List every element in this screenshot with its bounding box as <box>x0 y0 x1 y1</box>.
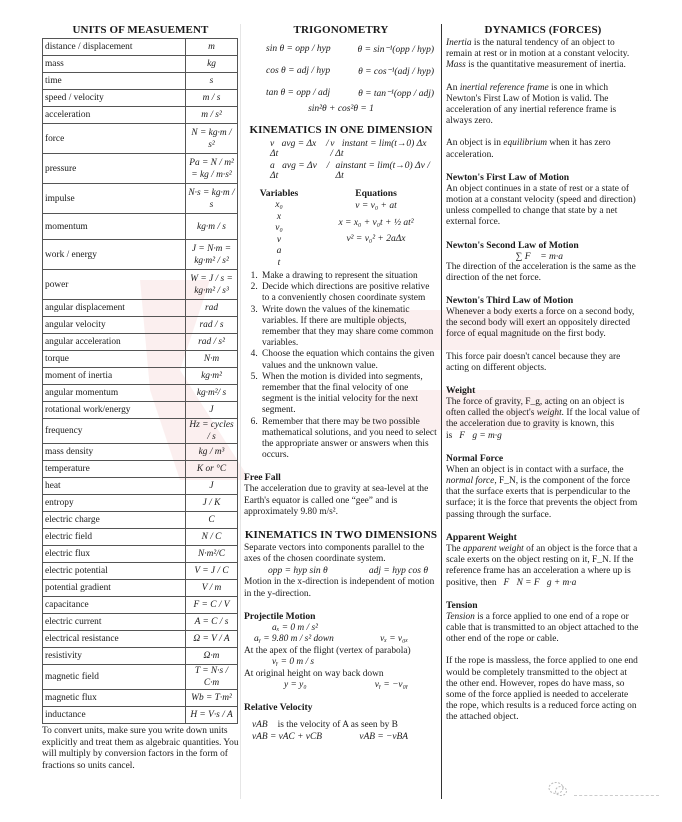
quantity-cell: power <box>43 270 186 300</box>
quantity-cell: electric flux <box>43 546 186 563</box>
irf-paragraph <box>446 83 640 128</box>
quantity-cell: force <box>43 124 186 154</box>
unit-cell: J = N·m = kg·m² / s² <box>186 240 238 270</box>
variable-item: x₀ <box>275 200 283 210</box>
projectile-title: Projectile Motion <box>244 610 316 622</box>
relative-eq-row <box>244 732 438 744</box>
units-row <box>43 461 238 478</box>
y-formula: y = y₀ <box>284 679 307 690</box>
unit-cell: rad / s² <box>186 334 238 351</box>
unit-cell: N·m²/C <box>186 546 238 563</box>
units-row <box>43 385 238 402</box>
trig-row <box>244 38 438 60</box>
weight-paragraph <box>446 397 640 442</box>
quantity-cell: magnetic field <box>43 665 186 690</box>
tension-text: is a force applied to one end of a rope or cable that is transmitted to an object attached to the other end of the rope or cable. <box>446 611 639 645</box>
unit-cell: T = N·s / C·m <box>186 665 238 690</box>
variable-item: t <box>277 257 281 268</box>
units-row <box>43 351 238 368</box>
quantity-cell: potential gradient <box>43 580 186 597</box>
ax-formula: aₓ = 0 m / s² <box>272 622 318 633</box>
unit-cell: Pa = N / m² = kg / m·s² <box>186 154 238 184</box>
nf-term: normal force <box>446 476 495 487</box>
apparent-weight-paragraph <box>446 544 640 589</box>
quantity-cell: heat <box>43 478 186 495</box>
quantity-cell: momentum <box>43 214 186 240</box>
force-pair-text: This force pair doesn't cancel because they are acting on different objects. <box>446 351 621 373</box>
instant-acceleration-formula: ainstant = lim(t→0) Δv / Δt <box>335 161 430 181</box>
units-row <box>43 444 238 461</box>
normal-force-title: Normal Force <box>446 452 504 464</box>
mass-text: is the quantitative measurement of inertia. <box>465 60 626 71</box>
units-row <box>43 90 238 107</box>
irf-pre: An <box>446 82 460 93</box>
units-row <box>43 368 238 385</box>
dyn-title: DYNAMICS (FORCES) <box>484 24 602 36</box>
units-row <box>43 56 238 73</box>
units-row <box>43 317 238 334</box>
adj-formula: adj = hyp cos θ <box>368 566 428 577</box>
unit-cell: N·m <box>186 351 238 368</box>
unit-cell: C <box>186 512 238 529</box>
unit-cell: J <box>186 478 238 495</box>
relative-velocity-title: Relative Velocity <box>244 702 313 714</box>
weight-text2: If the local value of the acceleration due to gravity is known, this is <box>446 408 640 441</box>
unit-cell: s <box>186 73 238 90</box>
tension-term: Tension <box>446 611 475 622</box>
units-row <box>43 334 238 351</box>
quantity-cell: frequency <box>43 419 186 444</box>
quantity-cell: angular displacement <box>43 300 186 317</box>
units-row <box>43 478 238 495</box>
kin1-def-row <box>244 160 438 182</box>
vab-symbol: vAB <box>252 720 268 731</box>
aw-text2: of an object is the force that a scale exerts on the object resting on it, F_N. If the reference frame has an acceleration a where up is positive, then <box>446 543 638 588</box>
watermark-logo <box>548 781 659 797</box>
quantity-cell: torque <box>43 351 186 368</box>
weight-title: Weight <box>446 385 476 397</box>
kin1-def-row <box>244 138 438 160</box>
aw-term: apparent weight <box>462 543 524 554</box>
quantity-cell: speed / velocity <box>43 90 186 107</box>
inertia-paragraph <box>446 38 640 72</box>
unit-cell: Wb = T·m² <box>186 690 238 707</box>
arccos-formula: θ = cos⁻¹(adj / hyp) <box>358 66 434 77</box>
relative-sum-formula: vAB = vAC + vCB <box>252 732 322 743</box>
kin2-indep: Motion in the x-direction is independent of motion in the y-direction. <box>244 577 435 599</box>
kinematics-column <box>244 24 438 744</box>
n2-text: The direction of the acceleration is the same as the direction of the net force. <box>446 261 636 283</box>
quantity-cell: work / energy <box>43 240 186 270</box>
quantity-cell: mass density <box>43 444 186 461</box>
units-table <box>42 38 238 724</box>
arctan-formula: θ = tan⁻¹(opp / adj) <box>358 88 434 99</box>
mass-term: Mass <box>446 60 466 71</box>
aw-formula: F⃗N = F⃗g + m·a⃗ <box>503 577 584 588</box>
column-divider-light <box>240 24 241 799</box>
unit-cell: W = J / s = kg·m² / s³ <box>186 270 238 300</box>
units-row <box>43 529 238 546</box>
units-row <box>43 631 238 648</box>
unit-cell: V / m <box>186 580 238 597</box>
unit-cell: F = C / V <box>186 597 238 614</box>
step-item: 5. When the motion is divided into segments, remember that the final velocity of one segment is the initial velocity for the next segment. <box>260 372 438 417</box>
unit-cell: rad / s <box>186 317 238 334</box>
variable-item: x <box>276 211 282 222</box>
instant-velocity-formula: v⃗instant = lim(t→0) Δx⃗ / Δt <box>330 139 434 159</box>
units-row <box>43 665 238 690</box>
units-row <box>43 184 238 214</box>
units-row <box>43 512 238 529</box>
units-row <box>43 73 238 90</box>
step-item: 3. Write down the values of the kinematic variables. If there are multiple objects, remember that they may share come common variables. <box>260 305 438 350</box>
variables-label: Variables <box>259 188 299 199</box>
eq-text: when it has zero acceleration. <box>446 138 611 160</box>
units-row <box>43 563 238 580</box>
quantity-cell: capacitance <box>43 597 186 614</box>
quantity-cell: electric potential <box>43 563 186 580</box>
equation-item: v² = v₀² + 2aΔx <box>346 234 406 244</box>
units-row <box>43 39 238 56</box>
avg-velocity-formula: v⃗avg = Δx⃗ / Δt <box>270 139 329 159</box>
quantity-cell: angular momentum <box>43 385 186 402</box>
units-row <box>43 690 238 707</box>
units-row <box>43 154 238 184</box>
equations-label: Equations <box>355 188 397 199</box>
tension-title: Tension <box>446 599 478 611</box>
unit-cell: kg / m³ <box>186 444 238 461</box>
units-row <box>43 240 238 270</box>
avg-acceleration-formula: a⃗avg = Δv⃗ / Δt <box>270 161 330 181</box>
trig-row <box>244 82 438 104</box>
step-item: 1. Make a drawing to represent the situation <box>260 271 438 282</box>
units-column <box>42 24 239 772</box>
n1-title: Newton's First Law of Motion <box>446 171 570 183</box>
relative-def <box>244 714 438 732</box>
vx-formula: vₓ = v₀ₓ <box>380 634 408 645</box>
unit-cell: m / s <box>186 90 238 107</box>
units-row <box>43 419 238 444</box>
step-item: 6. Remember that there may be two possible mathematical solutions, and you need to select the appropriate answer or answers when this occurs. <box>260 417 438 462</box>
units-row <box>43 214 238 240</box>
units-row <box>43 614 238 631</box>
irf-text: is one in which Newton's First Law of Motion is valid. The acceleration of any inertial reference frame is always zero. <box>446 82 617 127</box>
quantity-cell: electrical resistance <box>43 631 186 648</box>
units-row <box>43 107 238 124</box>
quantity-cell: electric field <box>43 529 186 546</box>
unit-cell: kg·m / s <box>186 214 238 240</box>
variable-item: v₀ <box>275 223 283 233</box>
variables-equations <box>244 188 438 269</box>
n3-title: Newton's Third Law of Motion <box>446 295 574 307</box>
quantity-cell: magnetic flux <box>43 690 186 707</box>
irf-term: inertial reference frame <box>459 82 549 93</box>
units-row <box>43 546 238 563</box>
quantity-cell: temperature <box>43 461 186 478</box>
unit-cell: rad <box>186 300 238 317</box>
trig-row <box>244 60 438 82</box>
quantity-cell: electric current <box>43 614 186 631</box>
units-row <box>43 124 238 154</box>
eq-term: equilibrium <box>503 138 548 149</box>
sin-formula: sin θ = opp / hyp <box>266 44 331 54</box>
orig-height-text: At original height on way back down <box>244 668 384 679</box>
unit-cell: Ω·m <box>186 648 238 665</box>
quantity-cell: time <box>43 73 186 90</box>
opp-formula: opp = hyp sin θ <box>268 566 328 577</box>
weight-text1: The force of gravity, F_g, acting on an object is often called the object's <box>446 397 625 419</box>
weight-term: weight. <box>536 408 565 419</box>
unit-cell: K or °C <box>186 461 238 478</box>
trig-title: TRIGONOMETRY <box>293 24 389 36</box>
quantity-cell: acceleration <box>43 107 186 124</box>
problem-steps <box>244 271 438 461</box>
arcsin-formula: θ = sin⁻¹(opp / hyp) <box>357 44 434 55</box>
tension-paragraph <box>446 612 640 646</box>
quantity-cell: pressure <box>43 154 186 184</box>
step-item: 2. Decide which directions are positive relative to a conveniently chosen coordinate system <box>260 282 438 304</box>
components-row <box>244 565 438 577</box>
freefall-text: The acceleration due to gravity at sea-level at the Earth's equator is called one “gee” and is approximately 9.80 m/s². <box>244 484 429 517</box>
equation-item: x = x₀ + v₀t + ½ at² <box>338 218 414 228</box>
apex-text: At the apex of the flight (vertex of parabola) <box>244 645 411 656</box>
freefall-title: Free Fall <box>244 472 281 484</box>
units-title: UNITS OF MEASUEMENT <box>72 24 209 36</box>
units-row <box>43 495 238 512</box>
rope-paragraph: If the rope is massless, the force applied to one end would be completely transmitted to the object at the other end. However, ropes do have mass, so some of the force applied is needed to accelerate the rope, which results is a reduced force acting on the attached object. <box>446 656 638 723</box>
quantity-cell: moment of inertia <box>43 368 186 385</box>
unit-cell: Ω = V / A <box>186 631 238 648</box>
tan-formula: tan θ = opp / adj <box>266 88 331 98</box>
vy-formula: vᵧ = −v₀ᵧ <box>374 679 408 690</box>
equation-item: v = v₀ + at <box>355 201 397 211</box>
ay-formula: aᵧ = 9.80 m / s² down <box>254 634 334 645</box>
inertia-text: is the natural tendency of an object to remain at rest or in motion at a constant velocity. <box>446 38 630 60</box>
unit-cell: A = C / s <box>186 614 238 631</box>
unit-cell: N = kg·m / s² <box>186 124 238 154</box>
units-row <box>43 270 238 300</box>
quantity-cell: rotational work/energy <box>43 402 186 419</box>
unit-cell: J <box>186 402 238 419</box>
units-row <box>43 402 238 419</box>
vab-definition: is the velocity of A as seen by B <box>277 720 398 731</box>
units-row <box>43 707 238 724</box>
unit-cell: m / s² <box>186 107 238 124</box>
unit-cell: kg <box>186 56 238 73</box>
unit-cell: m <box>186 39 238 56</box>
quantity-cell: impulse <box>43 184 186 214</box>
units-row <box>43 648 238 665</box>
nf-text2: , F_N, is the component of the force that the surface exerts that is perpendicular to the surface; it is the force that prevents the object from passing through the surface. <box>446 476 638 520</box>
n3-text: Whenever a body exerts a force on a second body, the second body will exert an oppositely directed force of equal magnitude on the first body. <box>446 307 635 340</box>
variable-item: v <box>276 234 282 245</box>
quantity-cell: resistivity <box>43 648 186 665</box>
cos-formula: cos θ = adj / hyp <box>266 66 331 76</box>
aw-text1: The <box>446 543 463 554</box>
relative-neg-formula: vAB = −vBA <box>359 732 408 743</box>
variable-item: a <box>276 246 282 256</box>
orig-row <box>244 680 438 692</box>
vy-zero-formula: vᵧ = 0 m / s <box>272 657 315 668</box>
unit-cell: kg·m²/ s <box>186 385 238 402</box>
unit-cell: N / C <box>186 529 238 546</box>
units-note: To convert units, make sure you write down units explicitly and treat them as algebraic quantities. You will multiply by conversion factors in the form of fractions so units cancel. <box>42 726 239 771</box>
quantity-cell: mass <box>43 56 186 73</box>
normal-force-paragraph <box>446 465 640 521</box>
unit-cell: H = V·s / A <box>186 707 238 724</box>
units-row <box>43 597 238 614</box>
quantity-cell: angular acceleration <box>43 334 186 351</box>
n1-text: An object continues in a state of rest or a state of motion at a constant velocity (speed and direction) unless compelled to change that state by a net external force. <box>446 183 636 228</box>
units-row <box>43 300 238 317</box>
kin2-title: KINEMATICS IN TWO DIMENSIONS <box>244 529 438 542</box>
kin2-intro: Separate vectors into components parallel to the axes of the chosen coordinate system. <box>244 543 425 565</box>
weight-formula: F⃗g = m·g⃗ <box>459 430 510 441</box>
nf-text1: When an object is in contact with a surface, the <box>446 464 624 475</box>
units-row <box>43 580 238 597</box>
trig-identity: sin²θ + cos²θ = 1 <box>308 104 374 114</box>
column-divider <box>441 24 442 799</box>
n2-title: Newton's Second Law of Motion <box>446 239 579 251</box>
quantity-cell: inductance <box>43 707 186 724</box>
n2-formula: ∑ F⃗ = m·a⃗ <box>515 251 571 262</box>
quantity-cell: electric charge <box>43 512 186 529</box>
apparent-weight-title: Apparent Weight <box>446 531 517 543</box>
unit-cell: kg·m² <box>186 368 238 385</box>
eq-pre: An object is in <box>446 138 504 149</box>
dynamics-column <box>446 24 640 724</box>
ay-row <box>244 634 438 646</box>
unit-cell: V = J / C <box>186 563 238 580</box>
unit-cell: N·s = kg·m / s <box>186 184 238 214</box>
kin1-title: KINEMATICS IN ONE DIMENSION <box>249 124 433 136</box>
quantity-cell: angular velocity <box>43 317 186 334</box>
quantity-cell: entropy <box>43 495 186 512</box>
unit-cell: Hz = cycles / s <box>186 419 238 444</box>
quantity-cell: distance / displacement <box>43 39 186 56</box>
unit-cell: J / K <box>186 495 238 512</box>
step-item: 4. Choose the equation which contains the given values and the unknown value. <box>260 349 438 371</box>
equilibrium-paragraph <box>446 138 640 160</box>
inertia-term: Inertia <box>446 38 472 48</box>
wechat-icon <box>548 781 568 797</box>
